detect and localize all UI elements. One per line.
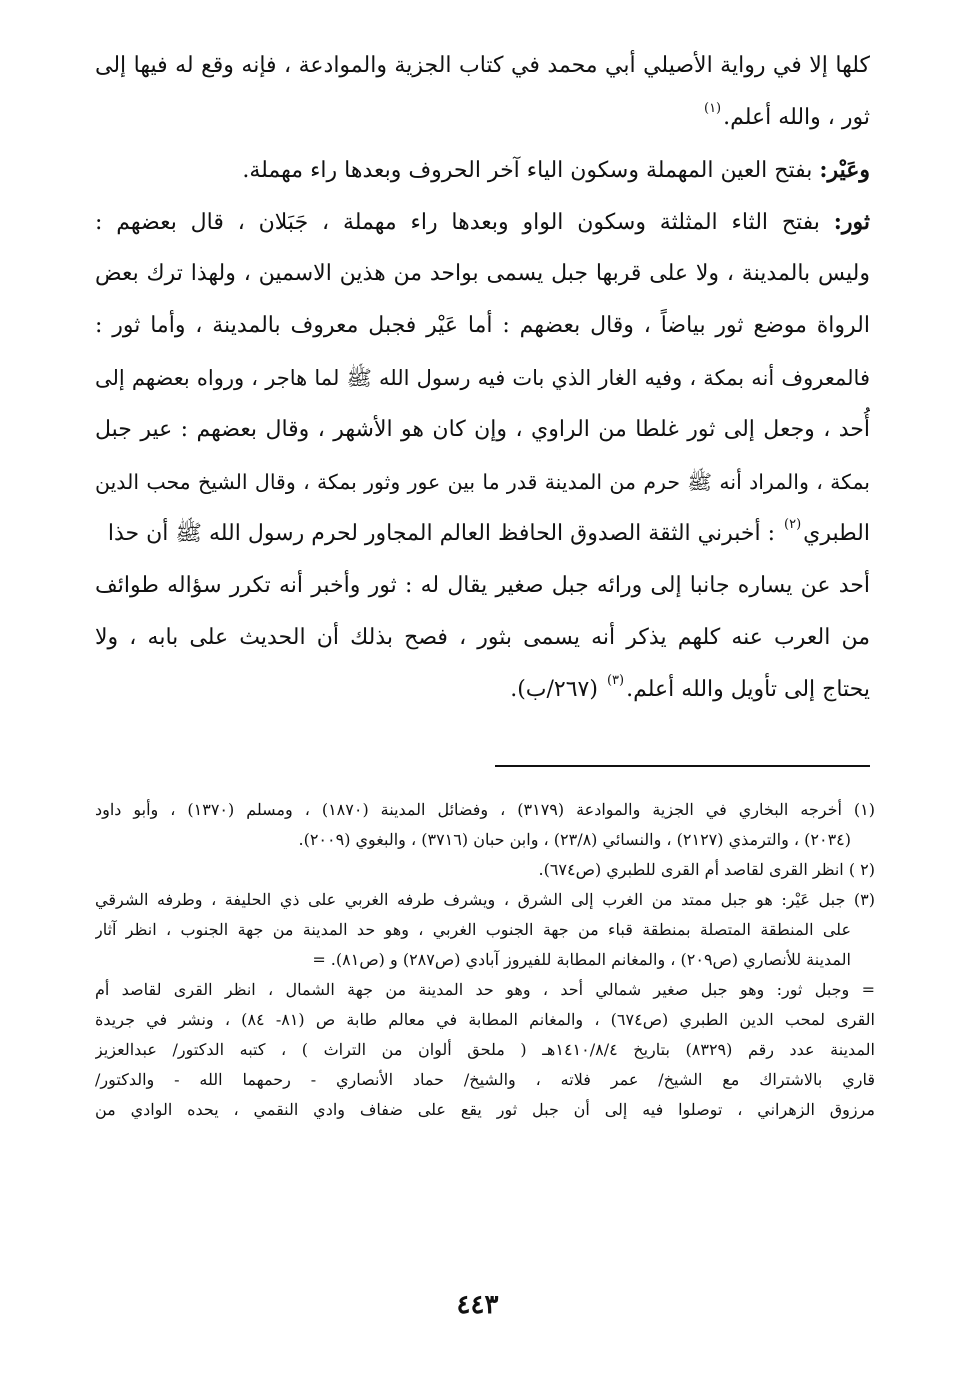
text-line-10-body: : أخبرني الثقة الصدوق الحافظ العالم المجاور لحرم رسول الله ﷺ أن حذا [107,521,782,546]
footnote-continuation-line-5: مرزوق الزهراني ، توصلوا فيه إلى أن جبل ثور يقع على ضفاف وادي النقمي ، يحده الوادي من [95,1100,875,1119]
text-line-13-body: يحتاج إلى تأويل والله أعلم. [626,677,870,702]
text-line-12: من العرب عنه كلهم يذكر أنه يسمى بثور ، فصح بذلك أن الحديث على بابه ، ولا [95,625,870,650]
footnote-3-line-2: على المنطقة المتصلة بمنطقة قباء من جهة الجنوب الغربي ، وهو حد المدينة من جهة الجنوب ، انظر آثار [95,920,851,939]
footnote-1-line-1: (١) أخرجه البخاري في الجزية والموادعة (٣١٧٩) ، وفضائل المدينة (١٨٧٠) ، ومسلم (١٣٧٠) ، وأبو داود [95,800,875,819]
footnote-continuation-line-3: المدينة عدد رقم (٨٣٢٩) بتاريخ ١٤١٠/٨/٤هـ ( ملحق ألوان من التراث ) ، كتبه الدكتور/ عبدالعزيز [95,1040,875,1059]
footnote-3-line-3: المدينة للأنصاري (ص٢٠٩) ، والمغانم المطابة للفيروز آبادي (ص٢٨٧) و (ص٨١). = [312,950,851,969]
footnotes-block [95,795,875,1125]
text-line-4-body: بفتح الثاء المثلثة وسكون الواو وبعدها راء مهملة ، جَبَلان ، قال بعضهم : [95,210,834,235]
text-line-10-start: الطبري [803,521,870,546]
footnote-ref-1: (١) [703,101,722,116]
page-number: ٤٤٣ [456,1290,499,1320]
text-line-11: أحد عن يساره جانبا إلى ورائه جبل صغير يقال له : ثور وأخبر أنه تكرر سؤاله طوائف [95,573,870,598]
text-line-3 [95,144,870,196]
text-line-8: أُحد ، وجعل إلى ثور غلطا من الراوي ، وإن كان هو الأشهر ، وقال بعضهم : عير جبل [95,417,870,442]
text-line-7: فالمعروف أنه بمكة ، وفيه الغار الذي بات فيه رسول الله ﷺ لما هاجر ، ورواه بعضهم إلى [95,366,870,390]
text-line-5: وليس بالمدينة ، ولا على قربها جبل يسمى بواحد من هذين الاسمين ، ولهذا ترك بعض [95,261,870,286]
footnote-continuation-line-1: = وجبل ثور: وهو جبل صغير شمالي أحد ، وهو حد المدينة من جهة الشمال ، انظر القرى لقاصد أم [95,980,875,999]
text-line-13-folio: (٢٦٧/ب). [510,677,605,702]
text-line-2-body: ثور ، والله أعلم. [723,105,870,130]
text-line-10 [95,508,870,560]
main-text-block [95,40,870,716]
footnote-continuation-line-4: قاري بالاشتراك مع الشيخ/ عمر فلاته ، والشيخ/ حماد الأنصاري - رحمهما الله - والدكتور/ [95,1070,875,1089]
footnote-2: (٢ ) انظر القرى لقاصد أم القرى للطبري (ص٦٧٤). [538,860,875,879]
text-line-13 [95,664,870,716]
text-line-6: الرواة موضع ثور بياضاً ، وقال بعضهم : أما عَيْر فجبل معروف بالمدينة ، وأما ثور : [95,313,870,338]
footnote-ref-2: (٢) [784,517,802,532]
footnote-1-line-2: (٢٠٣٤) ، والترمذي (٢١٢٧) ، والنسائي (٢٣/٨) ، وابن حبان (٣٧١٦) ، والبغوي (٢٠٠٩). [298,830,851,849]
footnote-ref-3: (٣) [606,673,625,688]
footnote-continuation-line-2: القرى لمحب الدين الطبري (ص٦٧٤) ، والمغانم المطابة في معالم طابة ص (٨١- ٨٤) ، ونشر في جريدة [95,1010,875,1029]
term-ayr: وعَيْر: [819,157,870,183]
text-line-2 [95,92,870,144]
footnote-separator [495,765,870,767]
text-line-9: بمكة ، والمراد أنه ﷺ حرم من المدينة قدر ما بين عور وثور بمكة ، وقال الشيخ محب الدين [95,470,870,494]
text-line-3-body: بفتح العين المهملة وسكون الياء آخر الحروف وبعدها راء مهملة. [242,158,820,183]
footnote-3-line-1: (٣) جبل عَيْر: هو جبل ممتد من الغرب إلى الشرق ، ويشرف طرفه الغربي على ذي الحليفة ، وطرفه الشرقي [95,890,875,909]
term-thawr: ثور: [833,209,870,235]
text-line-1: كلها إلا في رواية الأصيلي أبي محمد في كتاب الجزية والموادعة ، فإنه وقع له فيها إلى [95,53,870,78]
text-line-4 [95,196,870,248]
